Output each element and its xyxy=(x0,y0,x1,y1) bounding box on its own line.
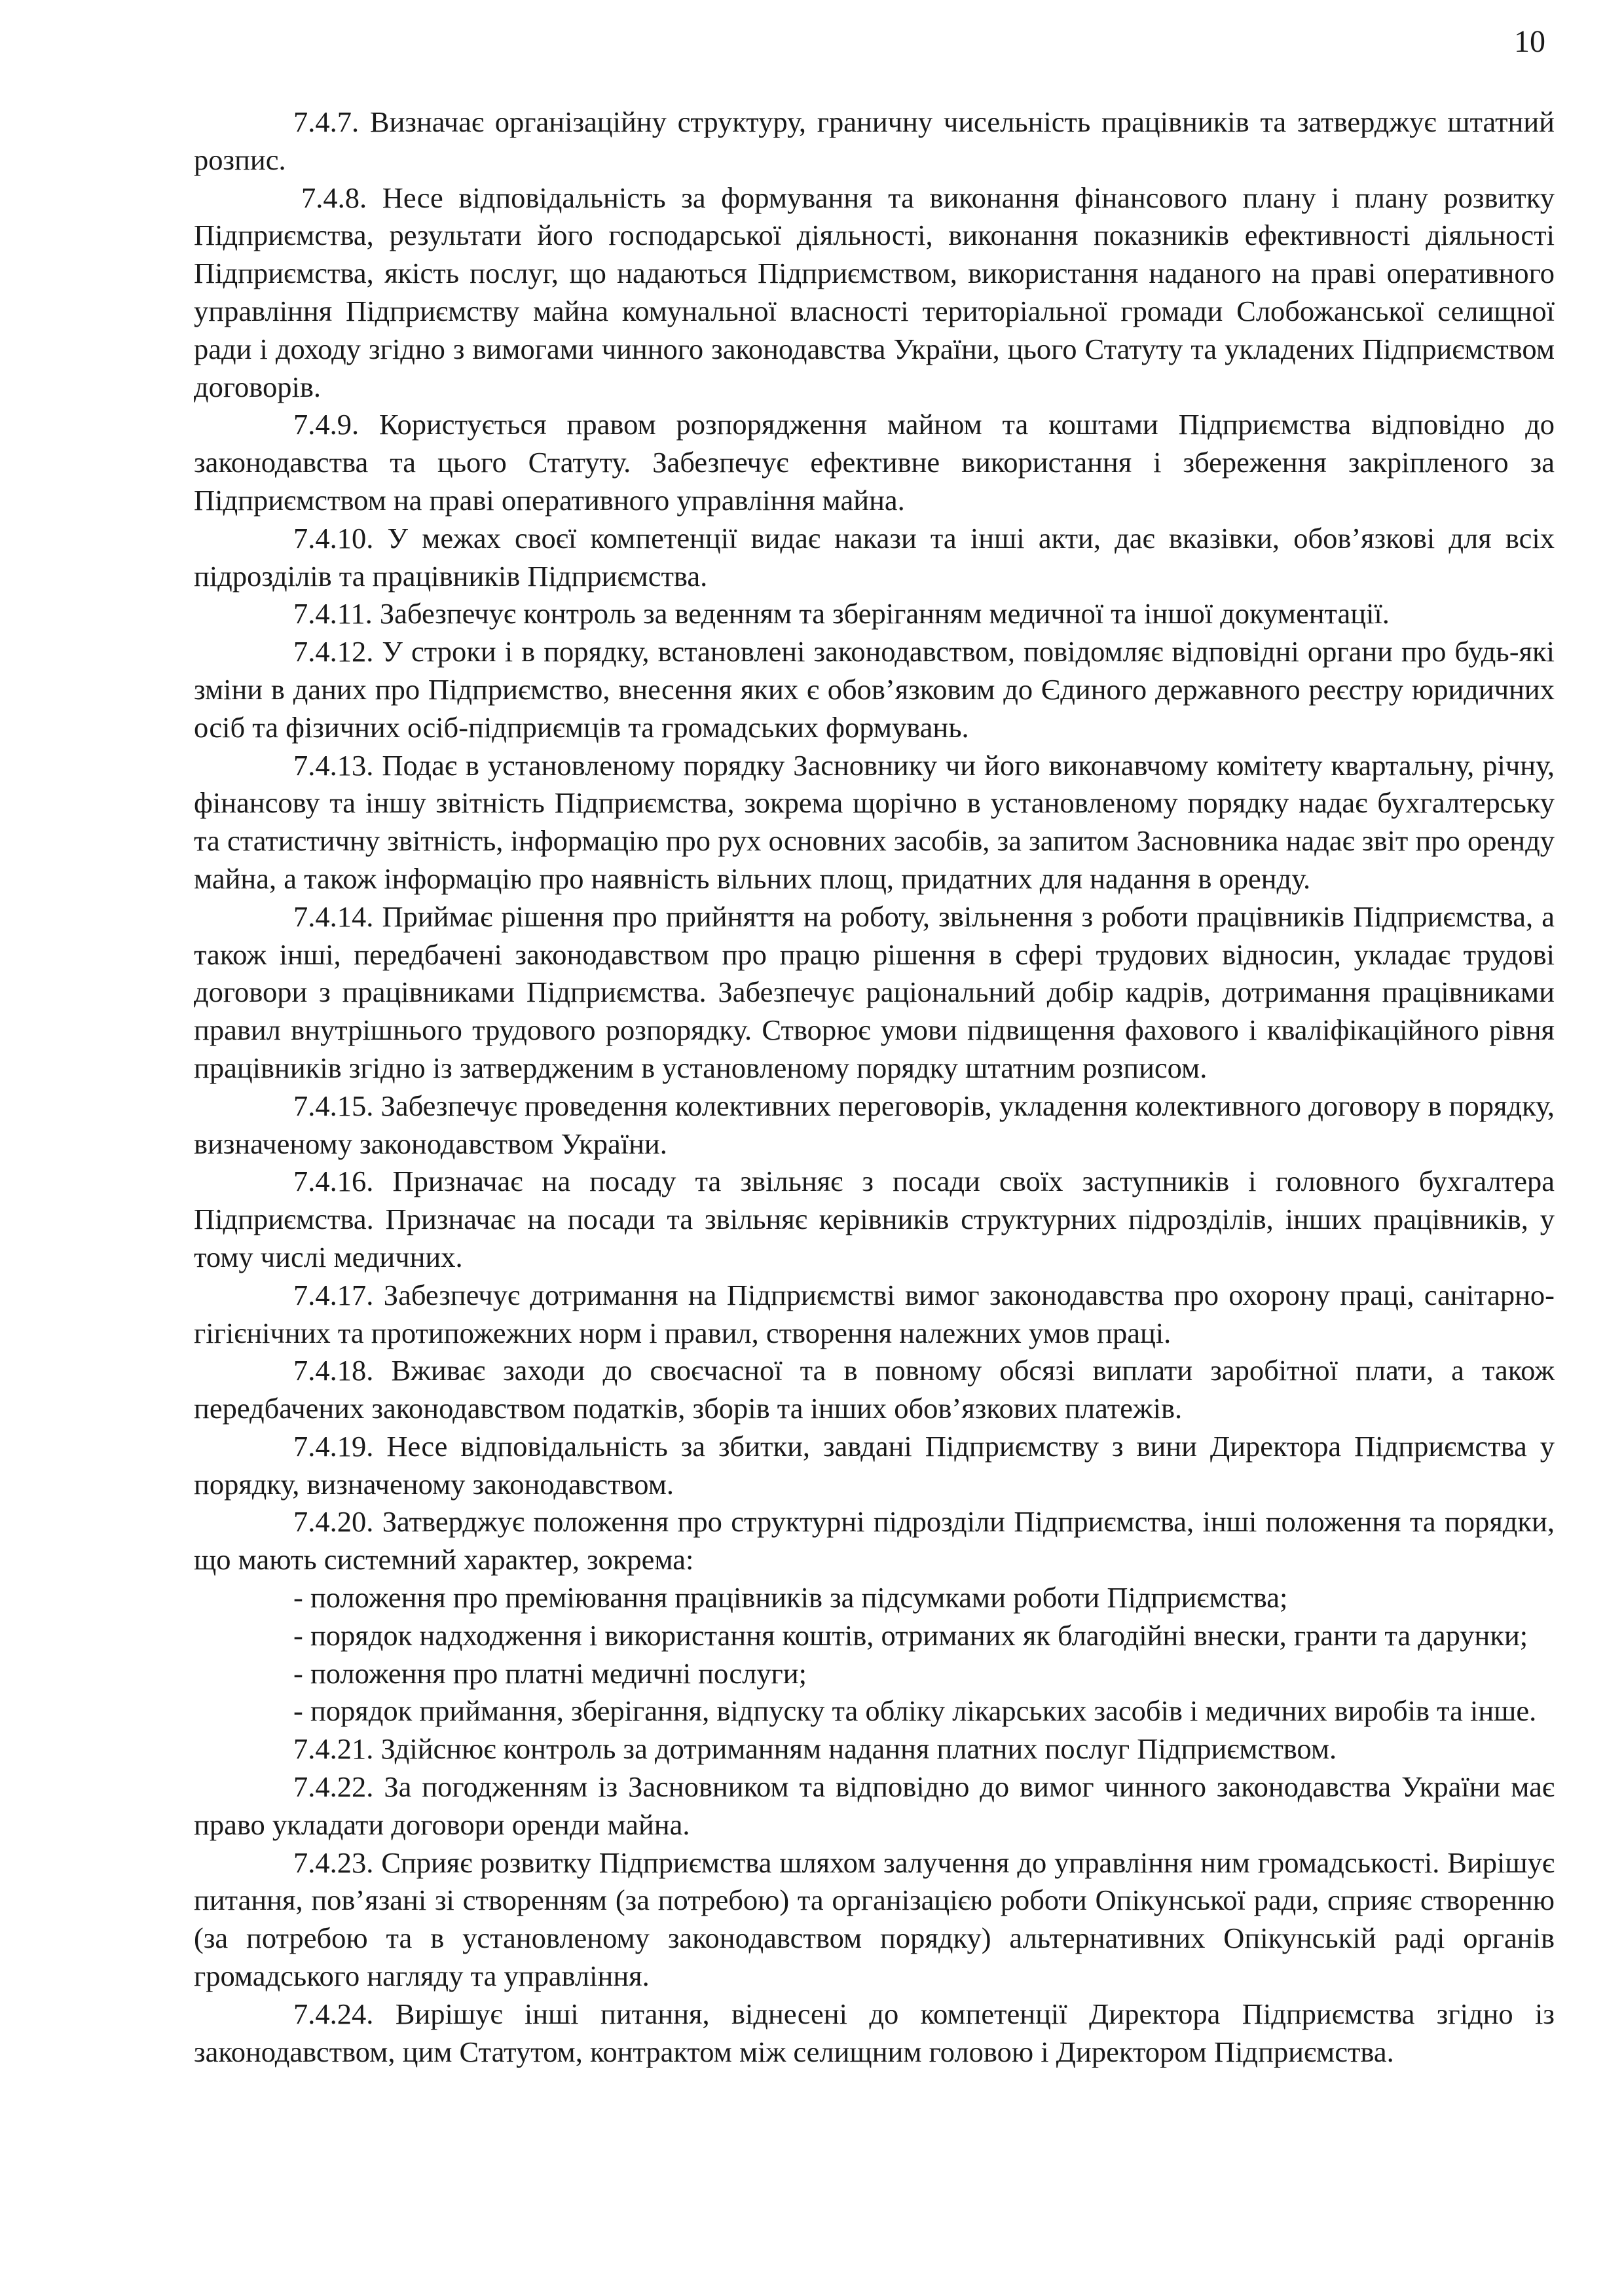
list-item: - порядок приймання, зберігання, відпуску та обліку лікарських засобів і медичних виробів та інше. xyxy=(293,1694,1537,1728)
paragraph-7-4-9: 7.4.9. Користується правом розпорядження майном та коштами Підприємства відповідно до законодавства та цього Статуту. Забезпечує ефективне використання і збереження закріпленого за Підприємством на праві оперативного управління майна. xyxy=(194,408,1555,517)
paragraph-7-4-14: 7.4.14. Приймає рішення про прийняття на роботу, звільнення з роботи працівників Підприємства, а також інші, передбачені законодавством про працю рішення в сфері трудових відносин, укладає трудові договори з працівниками Підприємства. Забезпечує раціональний добір кадрів, дотримання працівниками правил внутрішнього трудового розпорядку. Створює умови підвищення фахового і кваліфікаційного рівня працівників згідно із затвердженим в установленому порядку штатним розписом. xyxy=(194,900,1555,1084)
paragraph-7-4-13: 7.4.13. Подає в установленому порядку Засновнику чи його виконавчому комітету квартальну, річну, фінансову та іншу звітність Підприємства, зокрема щорічно в установленому порядку надає бухгалтерську та статистичну звітність, інформацію про рух основних засобів, за запитом Засновника надає звіт про оренду майна, а також інформацію про наявність вільних площ, придатних для надання в оренду. xyxy=(194,748,1555,895)
paragraph-7-4-23: 7.4.23. Сприяє розвитку Підприємства шляхом залучення до управління ним громадськості. Вирішує питання, пов’язані зі створенням (за потребою) та організацією роботи Опікунської ради, сприяє створенню (за потребою та в установленому законодавством порядку) альтернативних Опікунській раді органів громадського нагляду та управління. xyxy=(194,1846,1555,1993)
paragraph-7-4-12: 7.4.12. У строки і в порядку, встановлені законодавством, повідомляє відповідні органи про будь-які зміни в даних про Підприємство, внесення яких є обов’язковим до Єдиного державного реєстру юридичних осіб та фізичних осіб-підприємців та громадських формувань. xyxy=(194,635,1555,744)
paragraph-7-4-18: 7.4.18. Вживає заходи до своєчасної та в повному обсязі виплати заробітної плати, а також передбачених законодавством податків, зборів та інших обов’язкових платежів. xyxy=(194,1354,1555,1425)
page-number: 10 xyxy=(1514,24,1545,59)
list-item: - порядок надходження і використання коштів, отриманих як благодійні внески, гранти та дарунки; xyxy=(293,1618,1528,1652)
paragraph-7-4-7: 7.4.7. Визначає організаційну структуру, граничну чисельність працівників та затверджує штатний розпис. xyxy=(194,105,1555,176)
document-body xyxy=(194,103,1555,2071)
paragraph-7-4-20: 7.4.20. Затверджує положення про структурні підрозділи Підприємства, інші положення та порядки, що мають системний характер, зокрема: xyxy=(194,1505,1555,1576)
paragraph-7-4-10: 7.4.10. У межах своєї компетенції видає накази та інші акти, дає вказівки, обов’язкові для всіх підрозділів та працівників Підприємства. xyxy=(194,521,1555,592)
paragraph-7-4-17: 7.4.17. Забезпечує дотримання на Підприємстві вимог законодавства про охорону праці, санітарно-гігієнічних та протипожежних норм і правил, створення належних умов праці. xyxy=(194,1278,1555,1349)
paragraph-7-4-24: 7.4.24. Вирішує інші питання, віднесені до компетенції Директора Підприємства згідно із законодавством, цим Статутом, контрактом між селищним головою і Директором Підприємства. xyxy=(194,1997,1555,2068)
paragraph-7-4-22: 7.4.22. За погодженням із Засновником та відповідно до вимог чинного законодавства України має право укладати договори оренди майна. xyxy=(194,1770,1555,1841)
paragraph-7-4-21: 7.4.21. Здійснює контроль за дотриманням надання платних послуг Підприємством. xyxy=(293,1732,1337,1766)
paragraph-7-4-11: 7.4.11. Забезпечує контроль за веденням та зберіганням медичної та іншої документації. xyxy=(293,597,1390,630)
list-item: - положення про платні медичні послуги; xyxy=(293,1656,807,1690)
paragraph-7-4-19: 7.4.19. Несе відповідальність за збитки, завдані Підприємству з вини Директора Підприємства у порядку, визначеному законодавством. xyxy=(194,1429,1555,1501)
list-item: - положення про преміювання працівників за підсумками роботи Підприємства; xyxy=(293,1581,1288,1614)
paragraph-7-4-15: 7.4.15. Забезпечує проведення колективних переговорів, укладення колективного договору в порядку, визначеному законодавством України. xyxy=(194,1089,1555,1160)
paragraph-7-4-16: 7.4.16. Призначає на посаду та звільняє з посади своїх заступників і головного бухгалтера Підприємства. Призначає на посади та звільняє керівників структурних підрозділів, інших працівників, у тому числі медичних. xyxy=(194,1165,1555,1273)
paragraph-7-4-8: 7.4.8. Несе відповідальність за формування та виконання фінансового плану і плану розвитку Підприємства, результати його господарської діяльності, виконання показників ефективності діяльності Підприємства, якість послуг, що надаються Підприємством, використання наданого на праві оперативного управління Підприємству майна комунальної власності територіальної громади Слобожанської селищної ради і доходу згідно з вимогами чинного законодавства України, цього Статуту та укладених Підприємством договорів. xyxy=(194,181,1555,403)
